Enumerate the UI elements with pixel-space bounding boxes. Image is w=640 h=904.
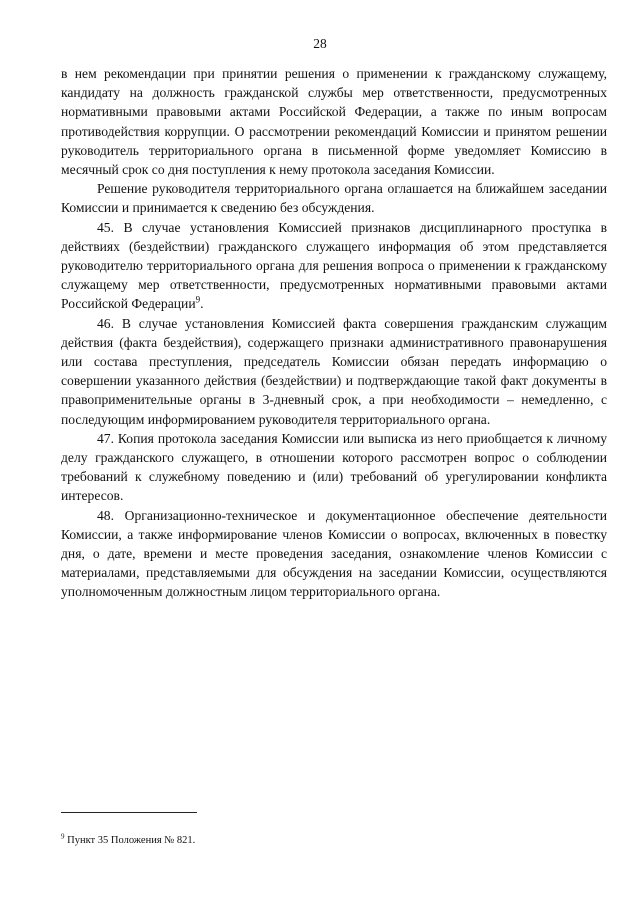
body-text (61, 64, 607, 602)
paragraph-2: Решение руководителя территориального органа оглашается на ближайшем заседании Комиссии и принимается к сведению без обсуждения. (61, 181, 607, 216)
paragraph-46: 46. В случае установления Комиссией факта совершения гражданским служащим действия (факта бездействия), содержащего признаки административного правонарушения или состава преступления, председатель Комиссии обязан передать информацию о совершении указанного действия (бездействии) и подтверждающие такой факт документы в правоприменительные органы в 3-дневный срок, а при необходимости – немедленно, с последующим информированием руководителя территориального органа. (61, 315, 607, 427)
paragraph-47: 47. Копия протокола заседания Комиссии или выписка из него приобщается к личному делу гражданского служащего, в отношении которого рассмотрен вопрос о соблюдении требований к служебному поведению и (или) требований об урегулировании конфликта интересов. (61, 430, 607, 504)
footnote-reference: 9 (195, 294, 201, 305)
paragraph-45 (61, 218, 607, 314)
page-number: 28 (313, 36, 327, 51)
paragraph-48: 48. Организационно-техническое и документационное обеспечение деятельности Комиссии, а также информирование членов Комиссии о вопросах, включенных в повестку дня, о дате, времени и месте проведения заседания, ознакомление членов Комиссии с материалами, представляемыми для обсуждения на заседании Комиссии, осуществляются уполномоченным должностным лицом территориального органа. (61, 507, 607, 600)
footnote (61, 834, 607, 848)
paragraph-1: в нем рекомендации при принятии решения о применении к гражданскому служащему, кандидату на должность гражданской службы мер ответственности, предусмотренных нормативными правовыми актами Российской Федерации, а также по иным вопросам противодействия коррупции. О рассмотрении рекомендаций Комиссии и принятом решении руководитель территориального органа в письменной форме уведомляет Комиссию в месячный срок со дня поступления к нему протокола заседания Комиссии. (61, 66, 607, 178)
footnote-marker: 9 (61, 832, 65, 841)
paragraph-45-text: 45. В случае установления Комиссией признаков дисциплинарного проступка в действиях (бездействии) гражданского служащего информация об этом представляется руководителю территориального органа для решения вопроса о применении к гражданскому служащему мер ответственности, предусмотренных нормативными правовыми актами Российской Федерации (61, 219, 607, 312)
footnote-text: Пункт 35 Положения № 821. (64, 835, 196, 846)
footnote-divider (61, 812, 197, 813)
paragraph-45-end: . (200, 296, 204, 312)
